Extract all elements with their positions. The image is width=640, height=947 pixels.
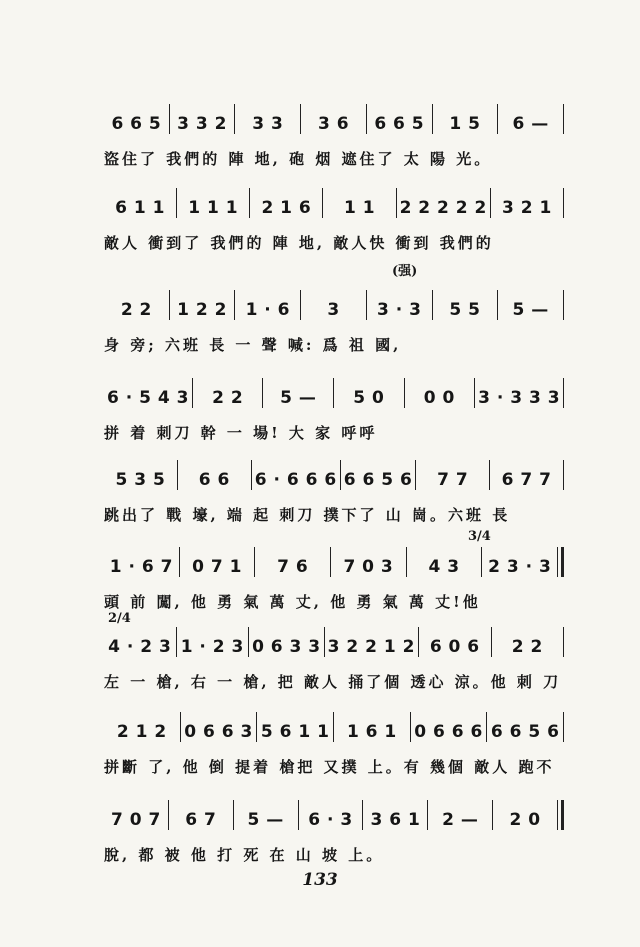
barline — [563, 378, 564, 408]
measure: 3 3 — [252, 114, 284, 134]
measure: 1 2 2 — [177, 300, 227, 320]
measure: 1 · 2 3 — [180, 637, 244, 657]
measure: 7 0 3 — [343, 557, 394, 577]
measure: 6 · 3 — [308, 810, 353, 830]
barline — [563, 460, 564, 490]
measure: 7 0 7 — [111, 810, 161, 830]
measure: 6 7 — [185, 810, 217, 830]
notation-row — [104, 104, 564, 134]
measure: 7 7 — [437, 470, 469, 490]
notation-row — [104, 547, 564, 577]
measure: 6 6 — [198, 470, 230, 490]
lyrics-line: 跳出了 戰 壕, 端 起 刺刀 撲下了 山 崗。六班 長 — [104, 506, 511, 524]
lyrics-line: 脫, 都 被 他 打 死 在 山 坡 上。 — [104, 846, 385, 864]
page-number: 133 — [302, 870, 338, 890]
measure: 6 6 5 — [374, 114, 425, 134]
notation-row — [104, 627, 564, 657]
barline — [563, 627, 564, 657]
measure: 3 2 2 1 2 — [327, 637, 415, 657]
notation-annotation: (强) — [392, 264, 418, 279]
notation-annotation: 2/4 — [108, 611, 131, 626]
measure: 5 5 — [449, 300, 481, 320]
measure: 2 2 — [120, 300, 152, 320]
barline — [563, 290, 564, 320]
measure: 2 0 — [509, 810, 541, 830]
barline — [563, 188, 564, 218]
measure: 5 3 5 — [115, 470, 166, 490]
measure: 2 — — [442, 810, 479, 830]
measure: 2 2 — [511, 637, 543, 657]
measure: 5 — — [247, 810, 284, 830]
measure: 2 1 6 — [261, 198, 312, 218]
measure: 1 · 6 — [245, 300, 291, 320]
measure: 3 6 — [317, 114, 350, 134]
notation-row — [104, 460, 564, 490]
notation-row — [104, 290, 564, 320]
measure: 2 3 · 3 — [488, 557, 552, 577]
measure: 0 0 — [423, 388, 455, 408]
lyrics-line: 身 旁; 六班 長 一 聲 喊: 爲 祖 國, — [104, 336, 402, 354]
measure: 3 3 2 — [177, 114, 227, 134]
lyrics-line: 拼 着 刺刀 幹 一 場! 大 家 呼呼 — [104, 424, 378, 442]
measure: 2 1 2 — [116, 722, 167, 742]
measure: 1 1 1 — [188, 198, 239, 218]
barline — [557, 800, 564, 830]
measure: 1 1 — [343, 198, 376, 218]
measure: 4 3 — [428, 557, 460, 577]
measure: 1 · 6 7 — [109, 557, 173, 577]
measure: 0 7 1 — [192, 557, 242, 577]
measure: 6 1 1 — [115, 198, 165, 218]
measure: 5 6 1 1 — [260, 722, 330, 742]
notation-row — [104, 800, 564, 830]
barline — [563, 104, 564, 134]
measure: 3 6 1 — [370, 810, 421, 830]
measure: 5 0 — [353, 388, 385, 408]
barline — [563, 712, 564, 742]
measure: 6 · 6 6 6 — [254, 470, 337, 490]
barline — [557, 547, 564, 577]
notation-row — [104, 378, 564, 408]
measure: 6 · 5 4 3 — [107, 388, 189, 408]
measure: 2 2 — [212, 388, 244, 408]
measure: 7 6 — [277, 557, 309, 577]
measure: 2 2 2 2 2 — [399, 198, 487, 218]
measure: 1 5 — [449, 114, 481, 134]
lyrics-line: 左 一 槍, 右 一 槍, 把 敵人 捅了個 透心 涼。他 刺 刀 — [104, 673, 562, 691]
measure: 6 6 5 6 — [343, 470, 413, 490]
measure: 0 6 6 6 — [414, 722, 483, 742]
lyrics-line: 盜住了 我們的 陣 地, 砲 烟 遮住了 太 陽 光。 — [104, 150, 493, 168]
measure: 6 6 5 — [111, 114, 162, 134]
measure: 4 · 2 3 — [108, 637, 172, 657]
measure: 3 · 3 — [377, 300, 422, 320]
measure: 3 — [327, 300, 340, 320]
measure: 6 6 5 6 — [490, 722, 560, 742]
notation-row — [104, 712, 564, 742]
measure: 0 6 3 3 — [252, 637, 321, 657]
notation-annotation: 3/4 — [468, 529, 491, 544]
lyrics-line: 敵人 衝到了 我們的 陣 地, 敵人快 衝到 我們的 — [104, 234, 494, 252]
measure: 3 · 3 3 3 — [478, 388, 561, 408]
notation-row — [104, 188, 564, 218]
measure: 0 6 6 3 — [184, 722, 253, 742]
lyrics-line: 拼斷 了, 他 倒 提着 槍把 又撲 上。有 幾個 敵人 跑不 — [104, 758, 555, 776]
measure: 3 2 1 — [502, 198, 552, 218]
measure: 5 — — [512, 300, 549, 320]
measure: 5 — — [280, 388, 317, 408]
lyrics-line: 頭 前 闖, 他 勇 氣 萬 丈, 他 勇 氣 萬 丈!他 — [104, 593, 481, 611]
measure: 6 — — [512, 114, 549, 134]
measure: 6 0 6 — [429, 637, 480, 657]
measure: 1 6 1 — [346, 722, 397, 742]
measure: 6 7 7 — [501, 470, 552, 490]
